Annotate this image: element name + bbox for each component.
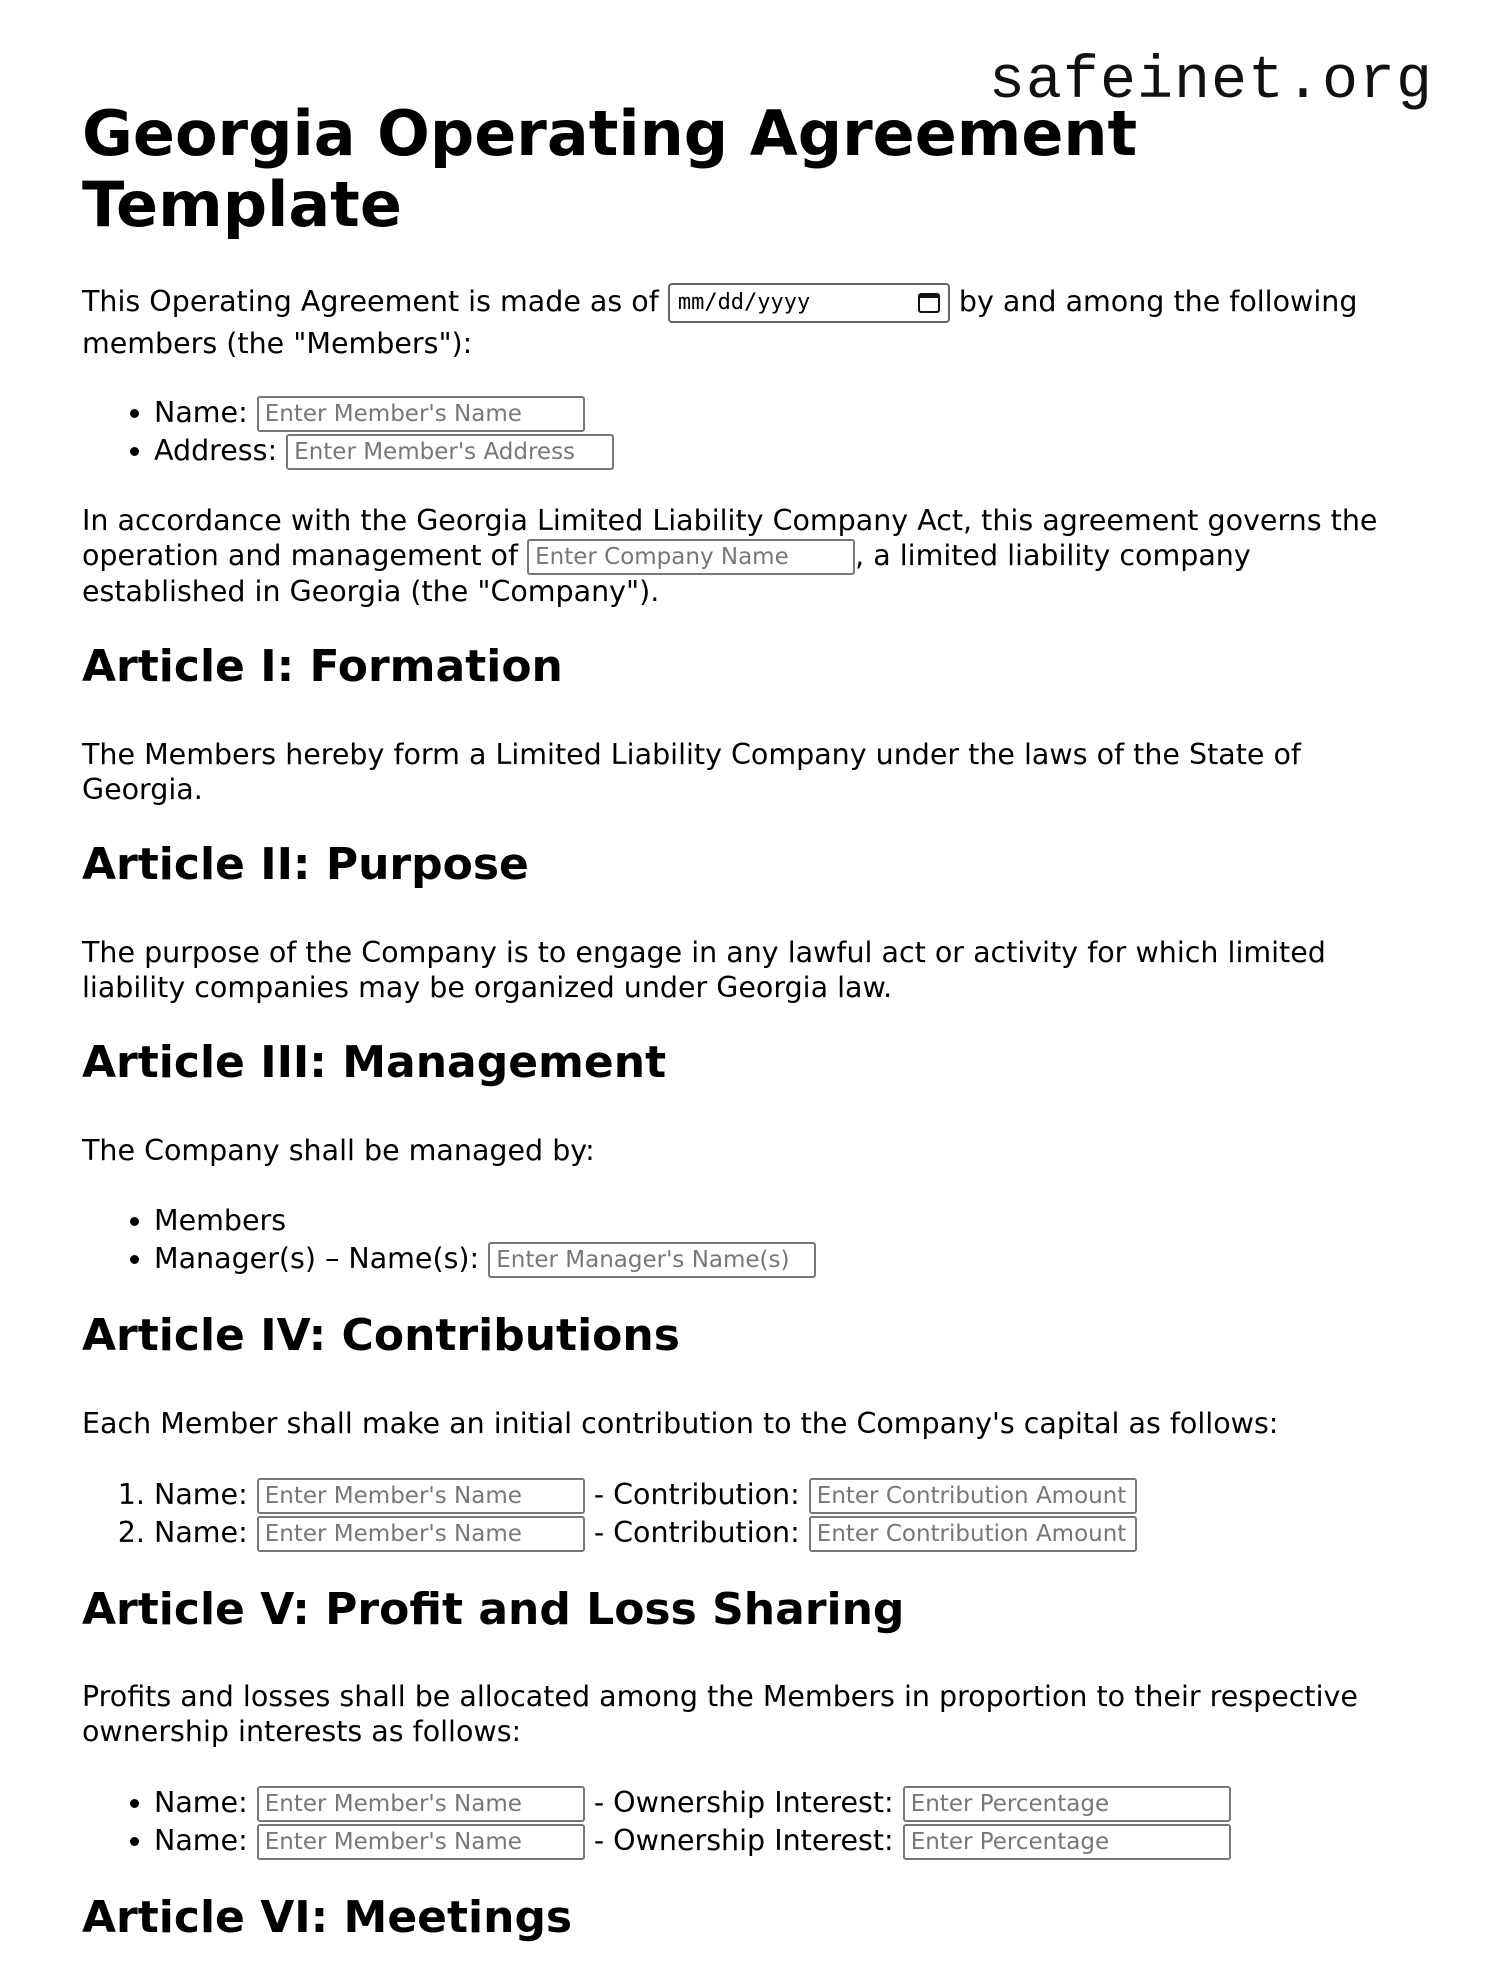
article-1-text: The Members hereby form a Limited Liability Company under the laws of the State of Georgia.: [82, 737, 1301, 806]
ownership-member-name-input[interactable]: [257, 1824, 585, 1860]
watermark: safeinet.org: [988, 48, 1433, 116]
page-title: Georgia Operating Agreement Template: [82, 97, 1138, 242]
article-4-text: Each Member shall make an initial contribution to the Company's capital as follows:: [82, 1406, 1279, 1440]
contribution-amount-input[interactable]: [809, 1478, 1137, 1514]
governs-paragraph: [82, 504, 1422, 610]
article-6-heading: Article VI: Meetings: [82, 1891, 573, 1943]
ownership-member-name-input[interactable]: [257, 1786, 585, 1822]
contribution-row: [154, 1476, 1422, 1514]
list-item: [154, 432, 1422, 470]
ownership-percentage-input[interactable]: [903, 1824, 1231, 1860]
contribution-separator: - Contribution:: [593, 1515, 800, 1549]
contribution-list: [82, 1476, 1422, 1552]
intro-paragraph: [82, 281, 1422, 364]
contribution-separator: - Contribution:: [593, 1477, 800, 1511]
member-list: [82, 394, 1422, 470]
article-2-text: The purpose of the Company is to engage in any lawful act or activity for which limited liability companies may be organized under Georgia law.: [82, 935, 1326, 1004]
article-3-text: The Company shall be managed by:: [82, 1133, 595, 1167]
ownership-name-label: Name:: [154, 1823, 248, 1857]
article-3-heading: Article III: Management: [82, 1037, 667, 1089]
ownership-row: [154, 1822, 1422, 1860]
ownership-list: [82, 1784, 1422, 1860]
contribution-member-name-input[interactable]: [257, 1516, 585, 1552]
intro-text-after: by and among the following members (the "Members"):: [82, 284, 1358, 360]
ownership-separator: - Ownership Interest:: [593, 1823, 894, 1857]
company-name-input[interactable]: [527, 539, 855, 575]
management-option-managers: [154, 1240, 1422, 1278]
intro-text-before: This Operating Agreement is made as of: [82, 284, 659, 318]
calendar-icon[interactable]: [918, 293, 940, 313]
contribution-amount-input[interactable]: [809, 1516, 1137, 1552]
date-placeholder: mm/dd/yyyy: [677, 289, 811, 315]
article-1-heading: Article I: Formation: [82, 641, 563, 693]
governs-text-after: , a limited liability company established in Georgia (the "Company").: [82, 538, 1251, 608]
ownership-separator: - Ownership Interest:: [593, 1785, 894, 1819]
contribution-row: [154, 1514, 1422, 1552]
list-item: [154, 394, 1422, 432]
article-4-heading: Article IV: Contributions: [82, 1310, 680, 1362]
article-5-text: Profits and losses shall be allocated among the Members in proportion to their respective ownership interests as follows:: [82, 1679, 1358, 1748]
governs-text-before: In accordance with the Georgia Limited Liability Company Act, this agreement governs the operation and management of: [82, 503, 1378, 572]
member-address-input[interactable]: [286, 434, 614, 470]
management-option-members: • Members: [154, 1202, 1422, 1240]
contribution-name-label: Name:: [154, 1515, 248, 1549]
contribution-member-name-input[interactable]: [257, 1478, 585, 1514]
contribution-name-label: Name:: [154, 1477, 248, 1511]
member-address-label: Address:: [154, 433, 278, 467]
article-2-heading: Article II: Purpose: [82, 839, 529, 891]
manager-names-input[interactable]: [488, 1242, 816, 1278]
ownership-percentage-input[interactable]: [903, 1786, 1231, 1822]
management-options: [82, 1202, 1422, 1278]
ownership-name-label: Name:: [154, 1785, 248, 1819]
member-name-label: Name:: [154, 395, 248, 429]
document: [82, 98, 1422, 1988]
agreement-date-input[interactable]: [668, 283, 950, 323]
managers-label: Manager(s) – Name(s):: [154, 1242, 480, 1276]
article-5-heading: Article V: Profit and Loss Sharing: [82, 1583, 905, 1635]
ownership-row: [154, 1784, 1422, 1822]
member-name-input[interactable]: [257, 396, 585, 432]
